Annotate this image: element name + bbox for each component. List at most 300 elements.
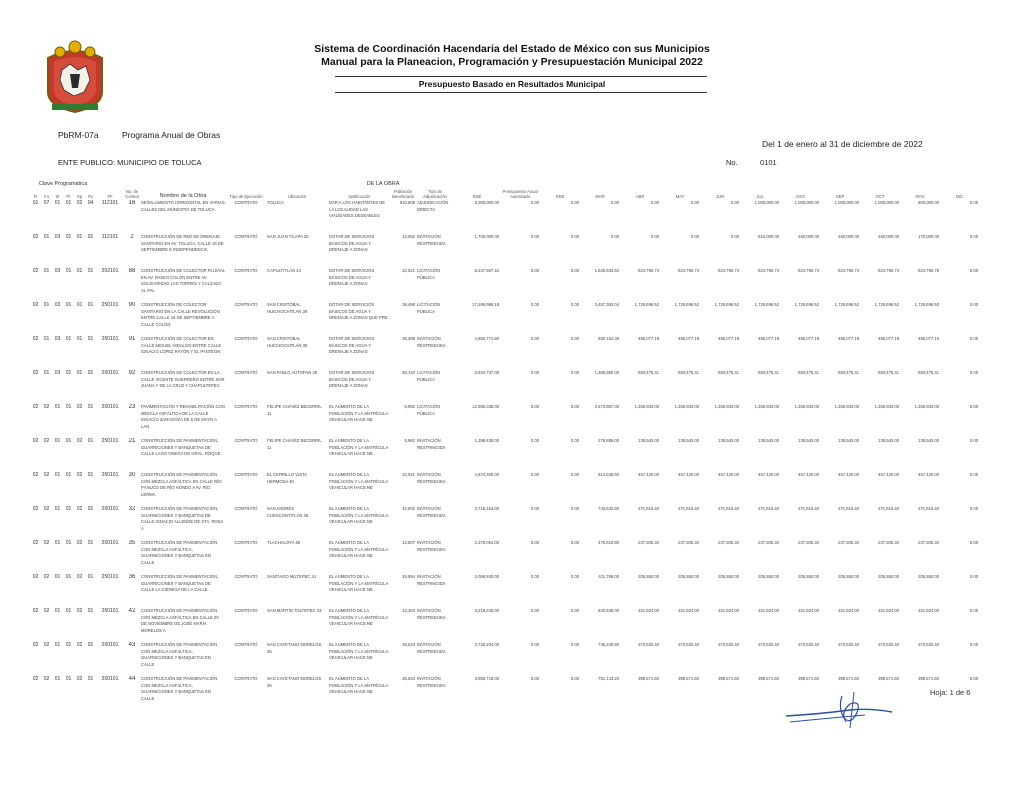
table-row [30,438,979,472]
cell-month: 0.00 [969,438,979,443]
cell-month: 0.00 [570,200,580,205]
cell-clave: 02 [32,404,39,410]
cell-clave: 01 [87,268,94,274]
cell-clave: 01 [54,574,61,580]
cell-nombre: CONSTRUCCIÓN DE PAVIMENTACIÓN CON MEZCLA ASFÁLTICA, GUARNICIONES Y BANQUETAS EN CALLE [141,540,218,565]
cell-month: 395,571.60 [878,676,900,681]
cell-clave: 01 [65,268,72,274]
cell-clave: 03 [54,234,61,240]
cell-month: 237,805.40 [718,540,740,545]
col-header-month-3: ABR [635,194,645,199]
cell-month: 0.00 [530,574,540,579]
cell-clave: 03 [54,336,61,342]
cell-adjudicacion: LICITACIÓN PÚBLICA [417,268,441,280]
cell-clave: 01 [65,676,72,682]
cell-month: 0.00 [530,336,540,341]
col-header-month-8: SEP [835,194,845,199]
cell-clave: 07 [43,200,50,206]
cell-clave: 01 [87,540,94,546]
cell-presupuesto: 4,650,771.80 [474,336,500,341]
cell-month: 1,728,696.52 [714,302,740,307]
cell-poblacion: 60,140 [402,370,416,375]
form-code: PbRM-07a [58,130,99,140]
cell-nombre: CONSTRUCCIÓN DE RED DE DRENAJE SANITARIO EN AV. TOLUCA, CALLE 16 DE SEPTIEMBRE E INDEPENDENCIA [141,234,224,252]
cell-adjudicacion: INVITACIÓN RESTRINGIDA [417,676,446,688]
cell-month: 372,620.40 [758,642,780,647]
table-row [30,336,979,370]
table-row [30,200,979,234]
annual-works-table-body [30,200,979,710]
cell-poblacion: 22,521 [402,268,416,273]
table-row [30,472,979,506]
cell-clave: 02 [32,268,39,274]
cell-month: 693,475.31 [798,370,820,375]
cell-clave: 02 [76,404,83,410]
page-number: Hoja: 1 de 6 [930,688,971,697]
cell-clave: 01 [43,302,50,308]
cell-month: 0.00 [570,370,580,375]
cell-month: 465,077.18 [678,336,700,341]
header-divider-top [335,76,707,77]
cell-month: 457,420.00 [838,472,860,477]
cell-clave: 01 [87,438,94,444]
cell-tipo: CONTRATO [234,472,258,477]
cell-clave: 01 [87,370,94,376]
col-header-adjudicacion: Tipo de Adjudicación [423,189,447,199]
cell-clave: 01 [54,540,61,546]
cell-month: 2,573,867.00 [594,404,620,409]
table-row [30,370,979,404]
cell-clave: 02 [32,472,39,478]
cell-month: 465,077.18 [638,336,660,341]
form-entity: ENTE PUBLICO: MUNICIPIO DE TOLUCA [58,158,202,167]
cell-adjudicacion: INVITACIÓN RESTRINGIDA [417,506,446,518]
cell-adjudicacion: INVITACIÓN RESTRINGIDA [417,438,446,450]
cell-clave: 250101 [101,506,119,512]
cell-clave: 02 [32,234,39,240]
cell-month: 1,286,933.00 [634,404,660,409]
cell-month: 0.00 [530,540,540,545]
cell-clave: 02 [43,404,50,410]
cell-month: 0.00 [570,506,580,511]
cell-poblacion: 15,994 [402,574,416,579]
cell-clave: 01 [65,404,72,410]
cell-tipo: CONTRATO [234,438,258,443]
col-header-nombre: Nombre de la Obra [159,193,207,199]
cell-control: 42 [128,608,136,614]
cell-month: 457,420.00 [918,472,940,477]
cell-adjudicacion: INVITACIÓN RESTRINGIDA [417,574,446,586]
cell-month: 824,766.74 [678,268,700,273]
cell-control: 36 [128,574,136,580]
cell-clave: 01 [65,574,72,580]
table-row [30,540,979,574]
cell-month: 372,620.40 [678,642,700,647]
cell-month: 170,000.00 [918,234,940,239]
cell-tipo: CONTRATO [234,200,258,205]
cell-month: 0.00 [969,404,979,409]
cell-poblacion: 28,543 [402,642,416,647]
header-divider-bottom [335,92,707,93]
cell-presupuesto: 8,247,667.42 [474,268,500,273]
cell-month: 321,924.00 [838,608,860,613]
cell-month: 1,728,696.52 [834,302,860,307]
cell-month: 0.00 [969,608,979,613]
cell-month: 0.00 [610,234,620,239]
cell-clave: 250101 [101,404,119,410]
cell-clave: 02 [76,200,83,206]
col-header-month-9: OCT [875,194,885,199]
cell-poblacion: 910,608 [399,200,416,205]
cell-clave: 01 [54,676,61,682]
cell-month: 0.00 [530,404,540,409]
cell-clave: 02 [32,302,39,308]
col-header-ff: FF [107,194,113,199]
cell-clave: 02 [32,370,39,376]
header-section-title: Presupuesto Basado en Resultados Municipal [418,79,606,89]
cell-month: 0.00 [570,404,580,409]
cell-clave: 02 [76,642,83,648]
group-clave-programatica: Clave Programática [38,181,88,187]
cell-month: 693,475.31 [838,370,860,375]
cell-nombre: CONSTRUCCIÓN DE COLECTOR SANITARIO EN LA CALLE REVOLUCIÓN ENTRE CALLE 16 DE SEPTIEMBRE A CALLE COLÓN [141,302,220,327]
col-header-month-4: MAY [675,194,685,199]
cell-clave: 250101 [101,472,119,478]
cell-adjudicacion: INVITACIÓN RESTRINGIDA [417,608,446,620]
cell-month: 0.00 [570,676,580,681]
cell-month: 139,943.00 [638,438,660,443]
cell-presupuesto: 3,728,204.00 [474,642,500,647]
col-header-tipo-ejecucion: Tipo de Ejecución [229,194,263,199]
cell-clave: 01 [54,642,61,648]
cell-poblacion: 13,082 [402,234,416,239]
cell-tipo: CONTRATO [234,234,258,239]
cell-month: 0.00 [730,234,740,239]
cell-control: 91 [128,336,136,342]
cell-clave: 01 [87,472,94,478]
cell-month: 139,943.00 [798,438,820,443]
cell-tipo: CONTRATO [234,642,258,647]
cell-month: 0.00 [530,642,540,647]
col-header-month-0: ENE [472,194,482,199]
cell-month: 237,805.40 [838,540,860,545]
cell-poblacion: 28,543 [402,676,416,681]
cell-nombre: CONSTRUCCIÓN DE PAVIMENTACIÓN, GUARNICIONES Y BANQUETAS DE CALLE LAGO ONEGA DE GRAL. ROQUE [141,438,221,456]
cell-clave: 02 [76,608,83,614]
cell-month: 411,768.00 [598,574,620,579]
cell-month: 0.00 [969,574,979,579]
cell-month: 139,943.00 [878,438,900,443]
cell-month: 465,077.18 [878,336,900,341]
cell-clave: 01 [65,472,72,478]
header-manual-title: Manual para la Planeacion, Programación y Presupuestación Municipal 2022 [321,56,703,68]
cell-month: 824,766.74 [838,268,860,273]
cell-month: 0.00 [969,506,979,511]
cell-presupuesto: 2,058,840.00 [474,574,500,579]
cell-month: 321,924.00 [638,608,660,613]
cell-month: 205,884.00 [638,574,660,579]
cell-month: 1,286,933.00 [754,404,780,409]
cell-month: 0.00 [730,200,740,205]
cell-control: 90 [128,302,136,308]
cell-clave: 01 [76,234,83,240]
cell-month: 791,143.20 [598,676,620,681]
cell-justificacion: EL AUMENTO DE LA POBLACIÓN Y LA MATRÍCULA VEHICULAR HACE NE [329,540,389,558]
cell-month: 205,884.00 [678,574,700,579]
cell-clave: 02 [32,676,39,682]
cell-month: 0.00 [969,540,979,545]
cell-tipo: CONTRATO [234,676,258,681]
cell-month: 1,286,933.00 [834,404,860,409]
cell-clave: 01 [87,608,94,614]
cell-month: 0.00 [969,200,979,205]
cell-month: 693,475.31 [638,370,660,375]
cell-nombre: CONSTRUCCIÓN DE COLECTOR PLUVIAL EN AV. PASEO COLÓN ENTRE AV. SOLIDARIDAD LAS TORRES Y CALZADA AL PAL [141,268,225,293]
cell-control: 44 [128,676,136,682]
cell-clave: 01 [54,506,61,512]
cell-ubicacion: SAN ANDRÉS CUEXCONTITLÁN 35 [267,506,309,518]
form-number-value: 0101 [760,158,777,167]
cell-clave: 02 [32,540,39,546]
cell-month: 930,154.36 [598,336,620,341]
cell-tipo: CONTRATO [234,608,258,613]
table-row [30,268,979,302]
cell-clave: 02 [43,608,50,614]
cell-nombre: SEÑALAMIENTO HORIZONTAL EN VARIAS CALLES DEL MUNICIPIO DE TOLUCA [141,200,225,212]
cell-month: 279,886.00 [598,438,620,443]
cell-month: 0.00 [530,506,540,511]
cell-month: 371,816.40 [638,506,660,511]
cell-adjudicacion: LICITACIÓN PÚBLICA [417,370,441,382]
cell-nombre: CONSTRUCCIÓN DE PAVIMENTACIÓN, GUARNICIONES Y BANQUETAS DE CALLE IGNACIO ALLENDE DE STA. ROSA A [141,506,224,531]
cell-clave: 250101 [101,370,119,376]
cell-clave: 03 [54,370,61,376]
cell-tipo: CONTRATO [234,506,258,511]
form-title: Programa Anual de Obras [122,130,221,140]
cell-clave: 01 [65,438,72,444]
cell-clave: 01 [54,200,61,206]
cell-presupuesto: 6,000,000.00 [474,200,500,205]
cell-month: 0.00 [650,200,660,205]
cell-clave: 250101 [101,302,119,308]
cell-month: 372,620.40 [718,642,740,647]
cell-clave: 01 [65,506,72,512]
cell-tipo: CONTRATO [234,336,258,341]
cell-month: 0.00 [530,268,540,273]
cell-justificacion: DOTAR DE SERVICIOS BÁSICOS DE AGUA Y DRENAJE A ZONAS [329,370,375,388]
cell-clave: 250101 [101,540,119,546]
cell-tipo: CONTRATO [234,404,258,409]
cell-month: 0.00 [969,676,979,681]
cell-ubicacion: CAPULTITLÁN 24 [267,268,301,273]
cell-month: 395,571.60 [798,676,820,681]
cell-clave: 02 [76,676,83,682]
col-header-control: No. de Control [125,189,139,199]
cell-month: 0.00 [570,234,580,239]
cell-ubicacion: SAN JUAN TILAPA 30 [267,234,309,239]
cell-month: 743,632.80 [598,506,620,511]
cell-presupuesto: 3,718,164.00 [474,506,500,511]
cell-month: 0.00 [570,268,580,273]
table-row [30,506,979,540]
cell-clave: 02 [32,608,39,614]
cell-month: 0.00 [969,642,979,647]
col-header-clave-5: Py [88,194,93,199]
cell-poblacion: 38,488 [402,302,416,307]
cell-month: 0.00 [969,472,979,477]
cell-month: 1,386,950.00 [594,370,620,375]
cell-month: 205,884.00 [838,574,860,579]
cell-month: 0.00 [530,234,540,239]
cell-clave: 01 [87,506,94,512]
cell-month: 321,924.00 [718,608,740,613]
cell-month: 0.00 [570,642,580,647]
cell-month: 0.00 [969,234,979,239]
cell-month: 1,286,933.00 [874,404,900,409]
cell-month: 457,420.00 [678,472,700,477]
cell-clave: 01 [87,336,94,342]
cell-month: 205,884.00 [758,574,780,579]
cell-ubicacion: SAN CRISTÓBAL HUICHOCHITLÁN 39 [267,302,308,314]
cell-month: 321,924.00 [678,608,700,613]
cell-month: 457,420.00 [798,472,820,477]
cell-clave: 01 [43,370,50,376]
table-row [30,234,979,268]
col-header-clave-4: Sp [76,194,83,199]
cell-month: 395,571.60 [758,676,780,681]
cell-month: 465,077.16 [918,336,940,341]
cell-month: 457,420.00 [758,472,780,477]
cell-month: 0.00 [690,200,700,205]
cell-month: 0.00 [969,302,979,307]
cell-ubicacion: SAN MARTÍN TOLTEPEC 33 [267,608,322,613]
cell-month: 0.00 [570,608,580,613]
cell-month: 693,475.31 [878,370,900,375]
cell-month: 1,000,000.00 [794,200,820,205]
cell-month: 139,943.00 [838,438,860,443]
cell-month: 824,766.74 [798,268,820,273]
cell-clave: 02 [76,506,83,512]
cell-presupuesto: 1,399,430.00 [474,438,500,443]
cell-month: 371,816.40 [878,506,900,511]
cell-month: 824,766.74 [758,268,780,273]
cell-justificacion: EL AUMENTO DE LA POBLACIÓN Y LA MATRÍCULA VEHICULAR HACE NE [329,438,389,456]
cell-justificacion: DOTAR DE SERVICIOS BÁSICOS DE AGUA Y DRENAJE A ZONAS [329,268,375,286]
cell-justificacion: EL AUMENTO DE LA POBLACIÓN Y LA MATRÍCULA VEHICULAR HACE NE [329,472,389,490]
cell-clave: 02 [32,438,39,444]
cell-clave: 112101 [101,200,119,206]
form-number-label: No. [726,158,738,167]
cell-month: 457,420.00 [878,472,900,477]
cell-poblacion: 42,502 [402,506,416,511]
cell-clave: 02 [32,336,39,342]
cell-control: 32 [128,506,136,512]
cell-ubicacion: TOLUCA [267,200,284,205]
cell-month: 0.00 [650,234,660,239]
cell-justificacion: DOTAR DE SERVICIOS BÁSICOS DE AGUA Y DRENAJE A ZONAS [329,234,375,252]
cell-clave: 02 [43,438,50,444]
cell-month: 0.00 [570,574,580,579]
cell-adjudicacion: LICITACIÓN PÚBLICA [417,404,441,416]
cell-presupuesto: 3,219,240.00 [474,608,500,613]
cell-clave: 250101 [101,608,119,614]
cell-month: 321,924.00 [918,608,940,613]
cell-month: 0.00 [530,676,540,681]
cell-month: 1,286,933.00 [794,404,820,409]
cell-month: 340,000.00 [798,234,820,239]
cell-month: 237,805.40 [638,540,660,545]
cell-month: 237,805.40 [798,540,820,545]
cell-nombre: CONSTRUCCIÓN DE PAVIMENTACIÓN CON MEZCLA ASFÁLTICA EN CALLE RÍO PÁNUCO DE RÍO HONDO A AV. RÍO LERMA [141,472,222,497]
cell-month: 395,571.60 [638,676,660,681]
cell-month: 0.00 [610,200,620,205]
cell-clave: 250101 [101,336,119,342]
cell-month: 372,620.40 [878,642,900,647]
cell-ubicacion: SAN CRISTÓBAL HUICHOCHITLÁN 39 [267,336,308,348]
cell-poblacion: 22,521 [402,472,416,477]
cell-tipo: CONTRATO [234,540,258,545]
cell-month: 340,000.00 [878,234,900,239]
cell-month: 693,475.31 [678,370,700,375]
cell-clave: 01 [65,336,72,342]
cell-justificacion: EL AUMENTO DE LA POBLACIÓN Y LA MATRÍCULA VEHICULAR HACE NE [329,608,389,626]
cell-ubicacion: EL CERRILLO VISTA HERMOSA 40 [267,472,307,484]
cell-ubicacion: SANTIAGO MILTEPEC 41 [267,574,317,579]
cell-month: 824,766.74 [638,268,660,273]
cell-month: 371,816.40 [758,506,780,511]
cell-month: 205,884.00 [918,574,940,579]
cell-ubicacion: TLACHALOYA 48 [267,540,300,545]
cell-tipo: CONTRATO [234,574,258,579]
cell-month: 237,805.40 [878,540,900,545]
cell-clave: 02 [76,574,83,580]
cell-justificacion: EL AUMENTO DE LA POBLACIÓN Y LA MATRÍCULA VEHICULAR HACE NE [329,574,389,592]
cell-month: 0.00 [530,608,540,613]
col-header-poblacion: Población Beneficiada [392,189,414,199]
cell-clave: 01 [32,200,39,206]
cell-clave: 01 [65,234,72,240]
cell-presupuesto: 2,378,054.00 [474,540,500,545]
col-header-month-1: FEB [556,194,565,199]
cell-nombre: CONSTRUCCIÓN DE COLECTOR EN LA CALLE VICENTE GUERRERO ENTRE SOR JUANA Y DE LA CRUZ Y CHAPULTEPEC [141,370,225,388]
cell-month: 824,766.74 [878,268,900,273]
cell-month: 139,943.00 [918,438,940,443]
cell-month: 237,805.40 [678,540,700,545]
cell-control: 88 [128,268,136,274]
cell-clave: 01 [87,302,94,308]
cell-month: 205,884.00 [798,574,820,579]
cell-clave: 03 [54,268,61,274]
col-header-month-2: MAR [595,194,605,199]
cell-month: 1,000,000.00 [874,200,900,205]
cell-month: 1,649,533.52 [594,268,620,273]
cell-presupuesto: 12,869,336.00 [472,404,500,409]
cell-justificacion: EL AUMENTO DE LA POBLACIÓN Y LA MATRÍCULA VEHICULAR HACE NE [329,404,389,422]
cell-justificacion: DOTAR DE SERVICIOS BÁSICOS DE AGUA Y DRENAJE A ZONAS [329,336,375,354]
cell-month: 0.00 [530,302,540,307]
cell-clave: 01 [76,268,83,274]
cell-month: 465,077.18 [838,336,860,341]
cell-month: 371,816.40 [798,506,820,511]
cell-month: 0.00 [969,336,979,341]
cell-month: 600,000.00 [918,200,940,205]
cell-poblacion: 5,962 [404,404,416,409]
annual-works-table [30,180,979,710]
cell-month: 914,845.60 [598,472,620,477]
cell-clave: 01 [65,370,72,376]
cell-month: 237,805.40 [918,540,940,545]
table-row [30,608,979,642]
